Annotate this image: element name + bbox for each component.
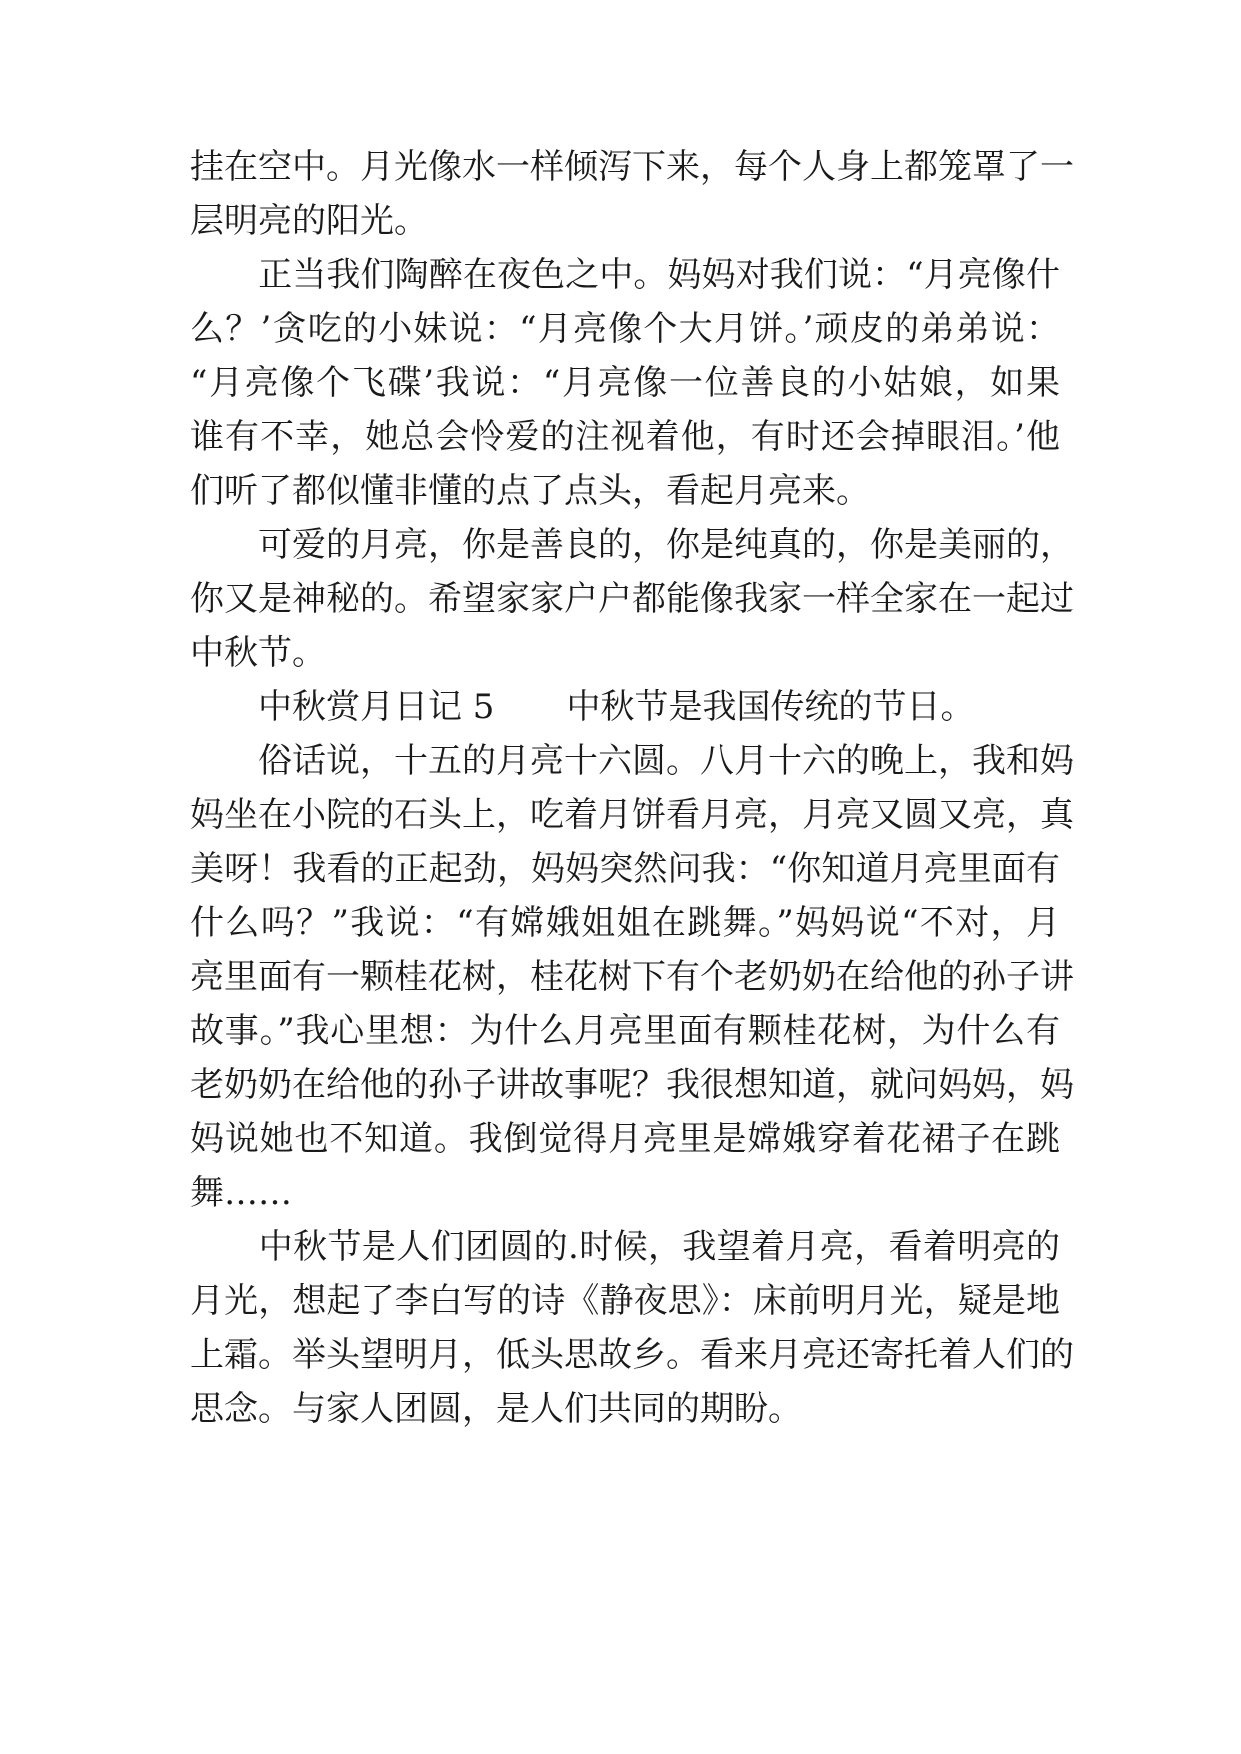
text-line: 妈说她也不知道。我倒觉得月亮里是嫦娥穿着花裙子在跳 <box>190 1119 1060 1159</box>
text-line: 老奶奶在给他的孙子讲故事呢？我很想知道，就问妈妈，妈 <box>190 1065 1074 1105</box>
text-line: 上霜。举头望明月，低头思故乡。看来月亮还寄托着人们的 <box>190 1335 1074 1375</box>
text-line: 可爱的月亮，你是善良的，你是纯真的，你是美丽的， <box>190 525 1074 565</box>
text-line: 中秋节。 <box>190 633 326 673</box>
heading-title: 中秋赏月日记 5 <box>190 687 495 727</box>
text-line: 你又是神秘的。希望家家户户都能像我家一样全家在一起过 <box>190 579 1074 619</box>
text-line: 么？’贪吃的小妹说：“月亮像个大月饼。’顽皮的弟弟说： <box>190 309 1060 349</box>
text-line: 挂在空中。月光像水一样倾泻下来，每个人身上都笼罩了一 <box>190 147 1074 187</box>
text-line: 什么吗？”我说：“有嫦娥姐姐在跳舞。”妈妈说“不对，月 <box>190 903 1060 943</box>
text-line: 月光，想起了李白写的诗《静夜思》：床前明月光，疑是地 <box>190 1281 1060 1321</box>
text-line: 美呀！我看的正起劲，妈妈突然问我：“你知道月亮里面有 <box>190 849 1060 889</box>
section-heading <box>190 687 1060 727</box>
text-line: “月亮像个飞碟’我说：“月亮像一位善良的小姑娘，如果 <box>190 363 1060 403</box>
heading-subtitle: 中秋节是我国传统的节日。 <box>566 687 975 727</box>
text-line: 们听了都似懂非懂的点了点头，看起月亮来。 <box>190 471 870 511</box>
text-line: 正当我们陶醉在夜色之中。妈妈对我们说：“月亮像什 <box>190 255 1060 295</box>
text-line: 妈坐在小院的石头上，吃着月饼看月亮，月亮又圆又亮，真 <box>190 795 1074 835</box>
text-line: 中秋节是人们团圆的.时候，我望着月亮，看着明亮的 <box>190 1227 1060 1267</box>
text-line: 思念。与家人团圆，是人们共同的期盼。 <box>190 1389 802 1429</box>
text-line: 舞…… <box>190 1173 292 1213</box>
text-line: 谁有不幸，她总会怜爱的注视着他，有时还会掉眼泪。’他 <box>190 417 1060 457</box>
text-line: 亮里面有一颗桂花树，桂花树下有个老奶奶在给他的孙子讲 <box>190 957 1074 997</box>
text-line: 层明亮的阳光。 <box>190 201 428 241</box>
text-line: 俗话说，十五的月亮十六圆。八月十六的晚上，我和妈 <box>190 741 1074 781</box>
text-line: 故事。”我心里想：为什么月亮里面有颗桂花树，为什么有 <box>190 1011 1060 1051</box>
